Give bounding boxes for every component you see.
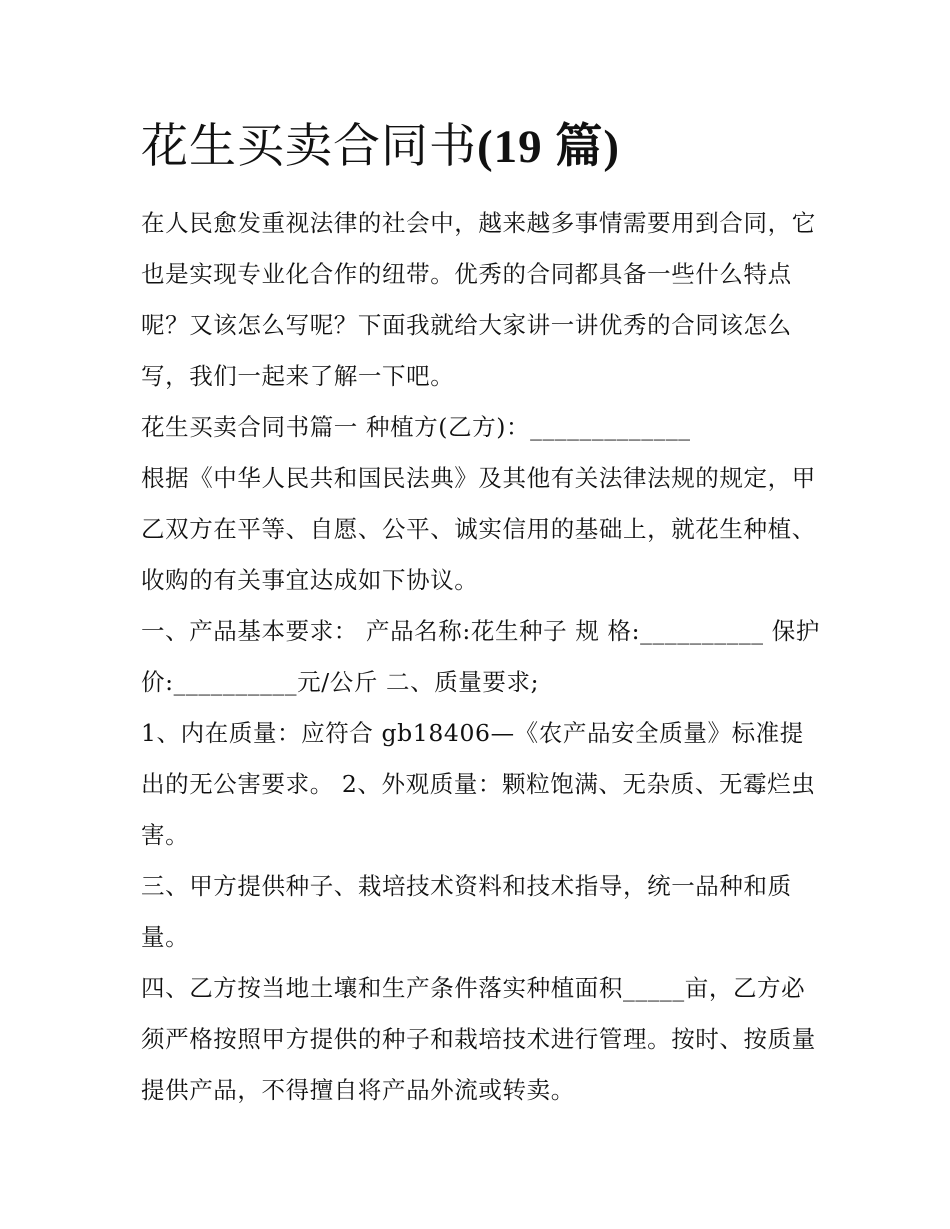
title-count: (19 篇) — [477, 121, 621, 173]
document-title — [141, 112, 821, 182]
clause-quality-details: 1、内在质量：应符合 gb18406—《农产品安全质量》标准提出的无公害要求。 2、外观质量：颗粒饱满、无杂质、无霉烂虫害。 — [141, 719, 816, 849]
title-text: 花生买卖合同书 — [141, 119, 477, 174]
document-page — [141, 112, 821, 1116]
section-heading-party-b: 花生买卖合同书篇一 种植方(乙方)：_____________ — [141, 413, 691, 441]
clause-party-b-planting: 四、乙方按当地土壤和生产条件落实种植面积_____亩，乙方必须严格按照甲方提供的种子和栽培技术进行管理。按时、按质量提供产品，不得擅自将产品外流或转卖。 — [141, 974, 816, 1104]
clause-product-requirements: 一、产品基本要求： 产品名称:花生种子 规 格:__________ 保护 价:__________元/公斤 二、质量要求; — [141, 617, 820, 696]
intro-paragraph: 在人民愈发重视法律的社会中，越来越多事情需要用到合同，它也是实现专业化合作的纽带。优秀的合同都具备一些什么特点呢？又该怎么写呢？下面我就给大家讲一讲优秀的合同该怎么写，我们一起来了解一下吧。 — [141, 209, 816, 390]
clause-party-a-duties: 三、甲方提供种子、栽培技术资料和技术指导，统一品种和质量。 — [141, 872, 792, 951]
legal-basis-paragraph: 根据《中华人民共和国民法典》及其他有关法律法规的规定，甲乙双方在平等、自愿、公平、诚实信用的基础上，就花生种植、收购的有关事宜达成如下协议。 — [141, 464, 816, 594]
